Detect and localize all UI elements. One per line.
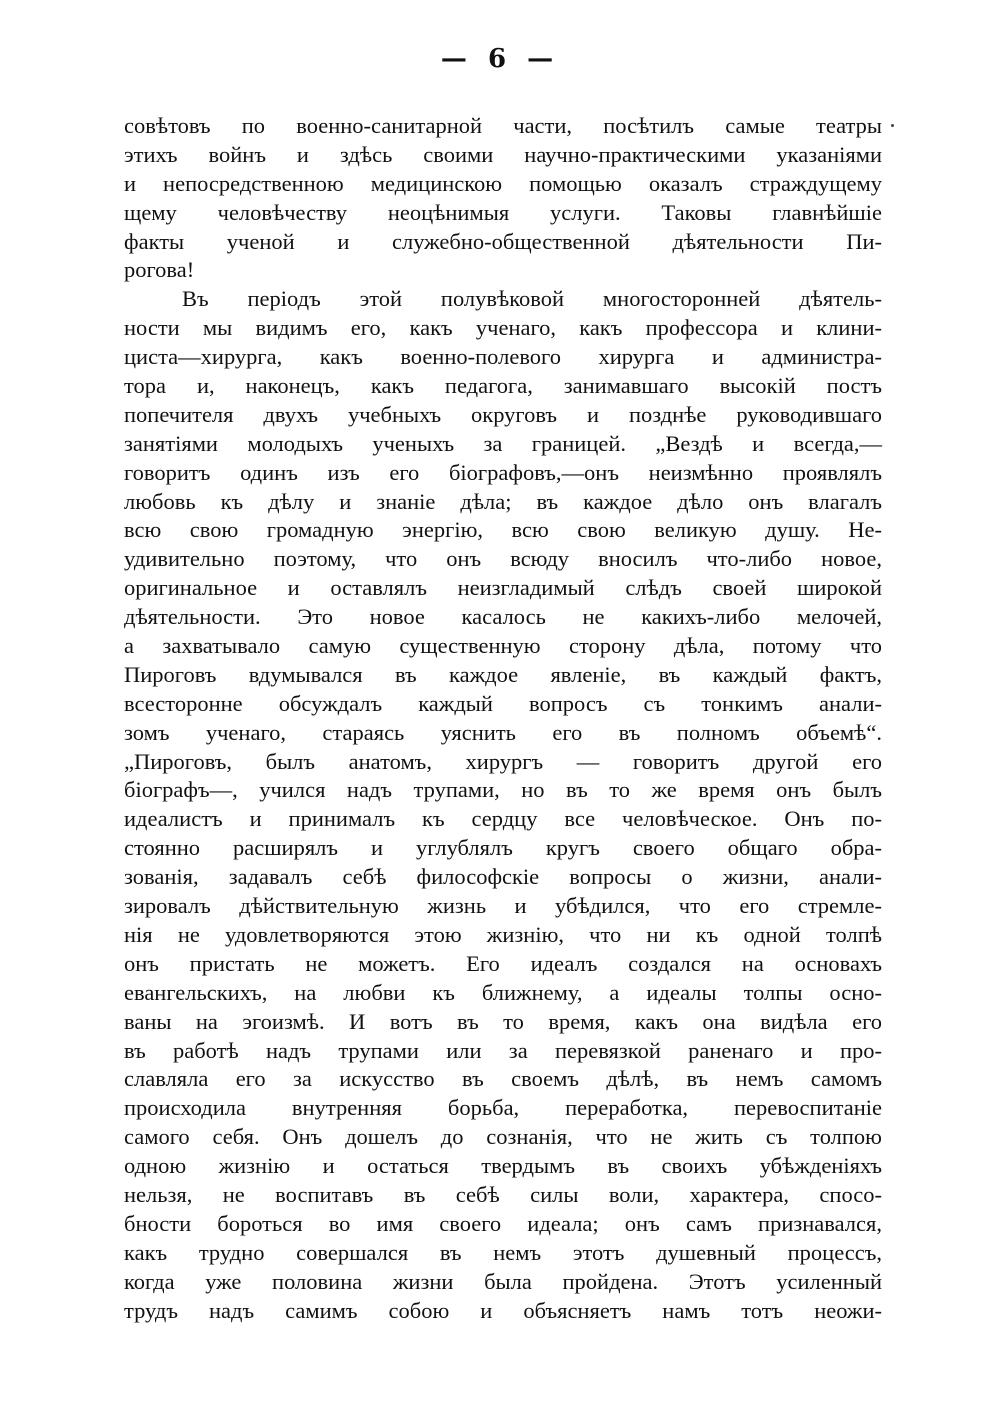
text-line: оригинальное и оставлялъ неизгладимый слѣдъ своей широкой (124, 575, 882, 601)
print-speck (891, 124, 894, 127)
text-line: трудъ надъ самимъ собою и объясняетъ намъ тотъ неожи- (124, 1297, 882, 1323)
text-line: одною жизнію и остаться твердымъ въ своихъ убѣжденіяхъ (124, 1153, 882, 1179)
text-line: Въ періодъ этой полувѣковой многосторонней дѣятель- (182, 286, 882, 312)
text-line: а захватывало самую существенную сторону дѣла, потому что (124, 633, 882, 659)
text-line: ности мы видимъ его, какъ ученаго, какъ профессора и клини- (124, 315, 882, 341)
text-line: этихъ войнъ и здѣсь своими научно-практическими указаніями (124, 141, 882, 167)
text-line: всю свою громадную энергію, всю свою великую душу. Не- (124, 517, 882, 543)
text-line: евангельскихъ, на любви къ ближнему, а идеалы толпы осно- (124, 979, 882, 1005)
text-line: зировалъ дѣйствительную жизнь и убѣдился, что его стремле- (124, 893, 882, 919)
text-line: біографъ—, учился надъ трупами, но въ то же время онъ былъ (124, 777, 882, 803)
text-line: бности бороться во имя своего идеала; онъ самъ признавался, (124, 1210, 882, 1236)
text-line: зованія, задавалъ себѣ философскіе вопросы о жизни, анали- (124, 864, 882, 890)
text-line: рогова! (124, 257, 195, 283)
text-line: ваны на эгоизмѣ. И вотъ въ то время, какъ она видѣла его (124, 1008, 882, 1034)
text-line: любовь къ дѣлу и знаніе дѣла; въ каждое дѣло онъ влагалъ (124, 488, 882, 514)
paragraph-2 (124, 285, 882, 1325)
text-line: стоянно расширялъ и углублялъ кругъ своего общаго обра- (124, 835, 882, 861)
text-line: попечителя двухъ учебныхъ округовъ и позднѣе руководившаго (124, 401, 882, 427)
paragraph-1 (124, 112, 882, 285)
text-line: дѣятельности. Это новое касалось не какихъ-либо мелочей, (124, 604, 882, 630)
text-line: всесторонне обсуждалъ каждый вопросъ съ тонкимъ анали- (124, 690, 882, 716)
text-line: и непосредственною медицинскою помощью оказалъ страждущему (124, 170, 882, 196)
text-line: происходила внутренняя борьба, переработка, перевоспитаніе (124, 1095, 882, 1121)
text-line: щему человѣчеству неоцѣнимыя услуги. Таковы главнѣйшіе (124, 199, 882, 225)
body-text (124, 112, 882, 1325)
text-line: зомъ ученаго, стараясь уяснить его въ полномъ объемѣ“. (124, 719, 882, 745)
page-number: — 6 — (440, 44, 560, 74)
text-line: циста—хирурга, какъ военно-полевого хирурга и администра- (124, 344, 882, 370)
text-line: въ работѣ надъ трупами или за перевязкой раненаго и про- (124, 1037, 882, 1063)
text-line: онъ пристать не можетъ. Его идеалъ создался на основахъ (124, 950, 882, 976)
text-line: занятіями молодыхъ ученыхъ за границей. „Вездѣ и всегда,— (124, 430, 882, 456)
text-line: самого себя. Онъ дошелъ до сознанія, что не жить съ толпою (124, 1124, 882, 1150)
text-line: идеалистъ и принималъ къ сердцу все человѣческое. Онъ по- (124, 806, 882, 832)
text-line: тора и, наконецъ, какъ педагога, занимавшаго высокій постъ (124, 373, 882, 399)
text-line: когда уже половина жизни была пройдена. Этотъ усиленный (124, 1268, 882, 1294)
text-line: „Пироговъ, былъ анатомъ, хирургъ — говоритъ другой его (124, 748, 882, 774)
text-line: нельзя, не воспитавъ въ себѣ силы воли, характера, спосо- (124, 1181, 882, 1207)
text-line: нія не удовлетворяются этою жизнію, что ни къ одной толпѣ (124, 921, 882, 947)
text-line: Пироговъ вдумывался въ каждое явленіе, въ каждый фактъ, (124, 661, 882, 687)
text-line: славляла его за искусство въ своемъ дѣлѣ, въ немъ самомъ (124, 1066, 882, 1092)
text-line: факты ученой и служебно-общественной дѣятельности Пи- (124, 228, 882, 254)
text-line: говоритъ одинъ изъ его біографовъ,—онъ неизмѣнно проявлялъ (124, 459, 882, 485)
text-line: какъ трудно совершался въ немъ этотъ душевный процессъ, (124, 1239, 882, 1265)
text-line: совѣтовъ по военно-санитарной части, посѣтилъ самые театры (124, 113, 882, 138)
text-line: удивительно поэтому, что онъ всюду вносилъ что-либо новое, (124, 546, 882, 572)
